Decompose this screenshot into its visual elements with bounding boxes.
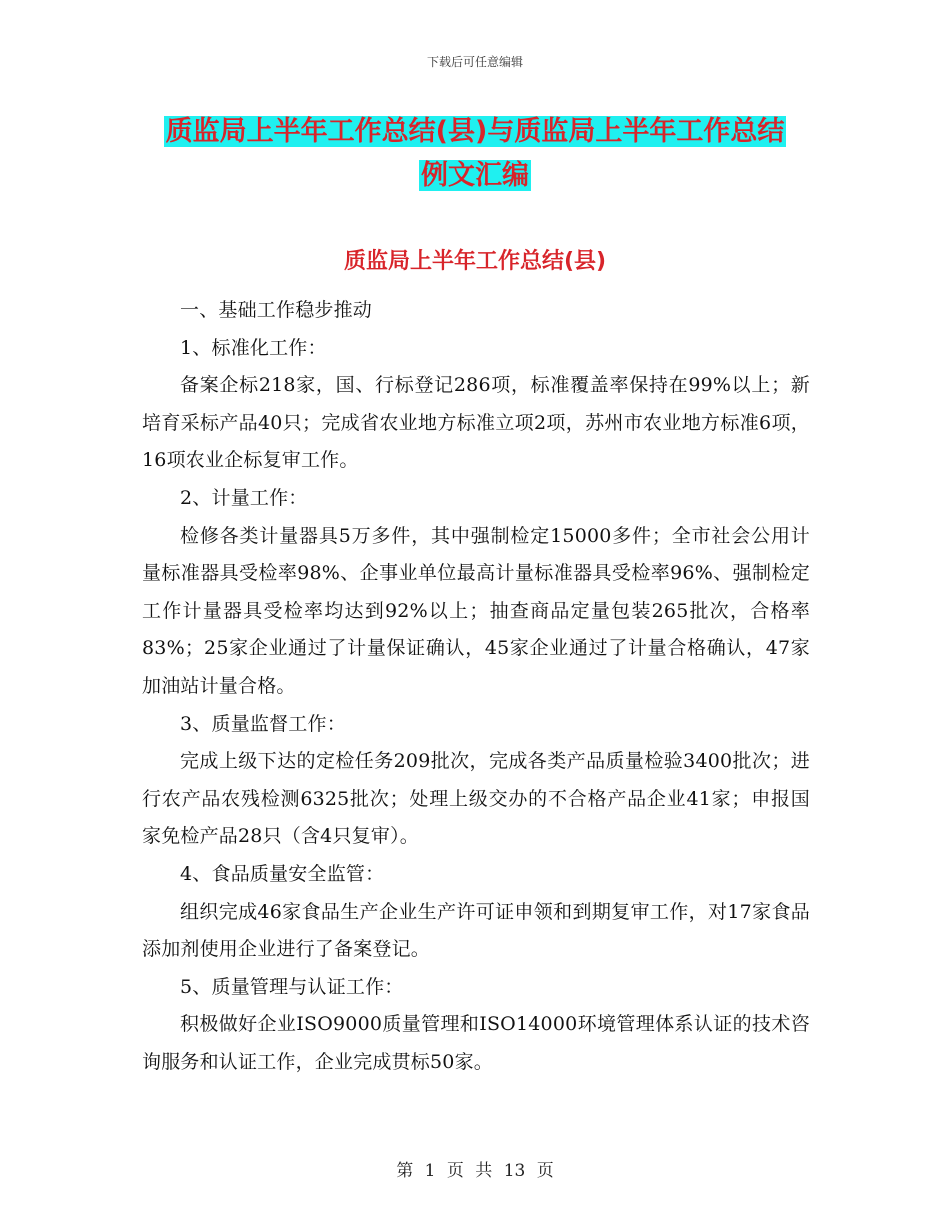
document-title-line-2 bbox=[0, 151, 950, 201]
item-heading: 2、计量工作： bbox=[180, 486, 308, 509]
section-heading: 一、基础工作稳步推动 bbox=[180, 299, 373, 321]
item-heading: 3、质量监督工作： bbox=[180, 712, 346, 735]
item-heading: 1、标准化工作： bbox=[180, 336, 327, 359]
document-title-text-1: 质监局上半年工作总结(县)与质监局上半年工作总结 bbox=[165, 116, 785, 147]
header-note: 下载后可任意编辑 bbox=[426, 55, 523, 69]
section-title: 质监局上半年工作总结(县) bbox=[343, 249, 607, 274]
item-heading: 5、质量管理与认证工作： bbox=[180, 975, 404, 998]
body-paragraph: 检修各类计量器具5万多件，其中强制检定15000多件；全市社会公用计量标准器具受检率98%、企事业单位最高计量标准器具受检率96%、强制检定工作计量器具受检率均达到92%以上；抽查商品定量包装265批次，合格率83%；25家企业通过了计量保证确认，45家企业通过了计量合格确认，47家加油站计量合格。 bbox=[142, 524, 810, 697]
document-body bbox=[142, 292, 810, 1081]
document-title-text-2: 例文汇编 bbox=[421, 160, 529, 191]
document-title-line-1 bbox=[0, 107, 950, 157]
body-paragraph: 完成上级下达的定检任务209批次，完成各类产品质量检验3400批次；进行农产品农残检测6325批次；处理上级交办的不合格产品企业41家；申报国家免检产品28只（含4只复审）。 bbox=[142, 750, 810, 848]
body-paragraph: 积极做好企业ISO9000质量管理和ISO14000环境管理体系认证的技术咨询服务和认证工作，企业完成贯标50家。 bbox=[142, 1013, 810, 1073]
body-paragraph: 组织完成46家食品生产企业生产许可证申领和到期复审工作，对17家食品添加剂使用企业进行了备案登记。 bbox=[142, 900, 810, 961]
page-number-footer: 第 1 页 共 13 页 bbox=[396, 1161, 554, 1181]
item-heading: 4、食品质量安全监管： bbox=[180, 862, 385, 885]
body-paragraph: 备案企标218家，国、行标登记286项，标准覆盖率保持在99%以上；新培育采标产品40只；完成省农业地方标准立项2项，苏州市农业地方标准6项，16项农业企标复审工作。 bbox=[142, 374, 810, 472]
